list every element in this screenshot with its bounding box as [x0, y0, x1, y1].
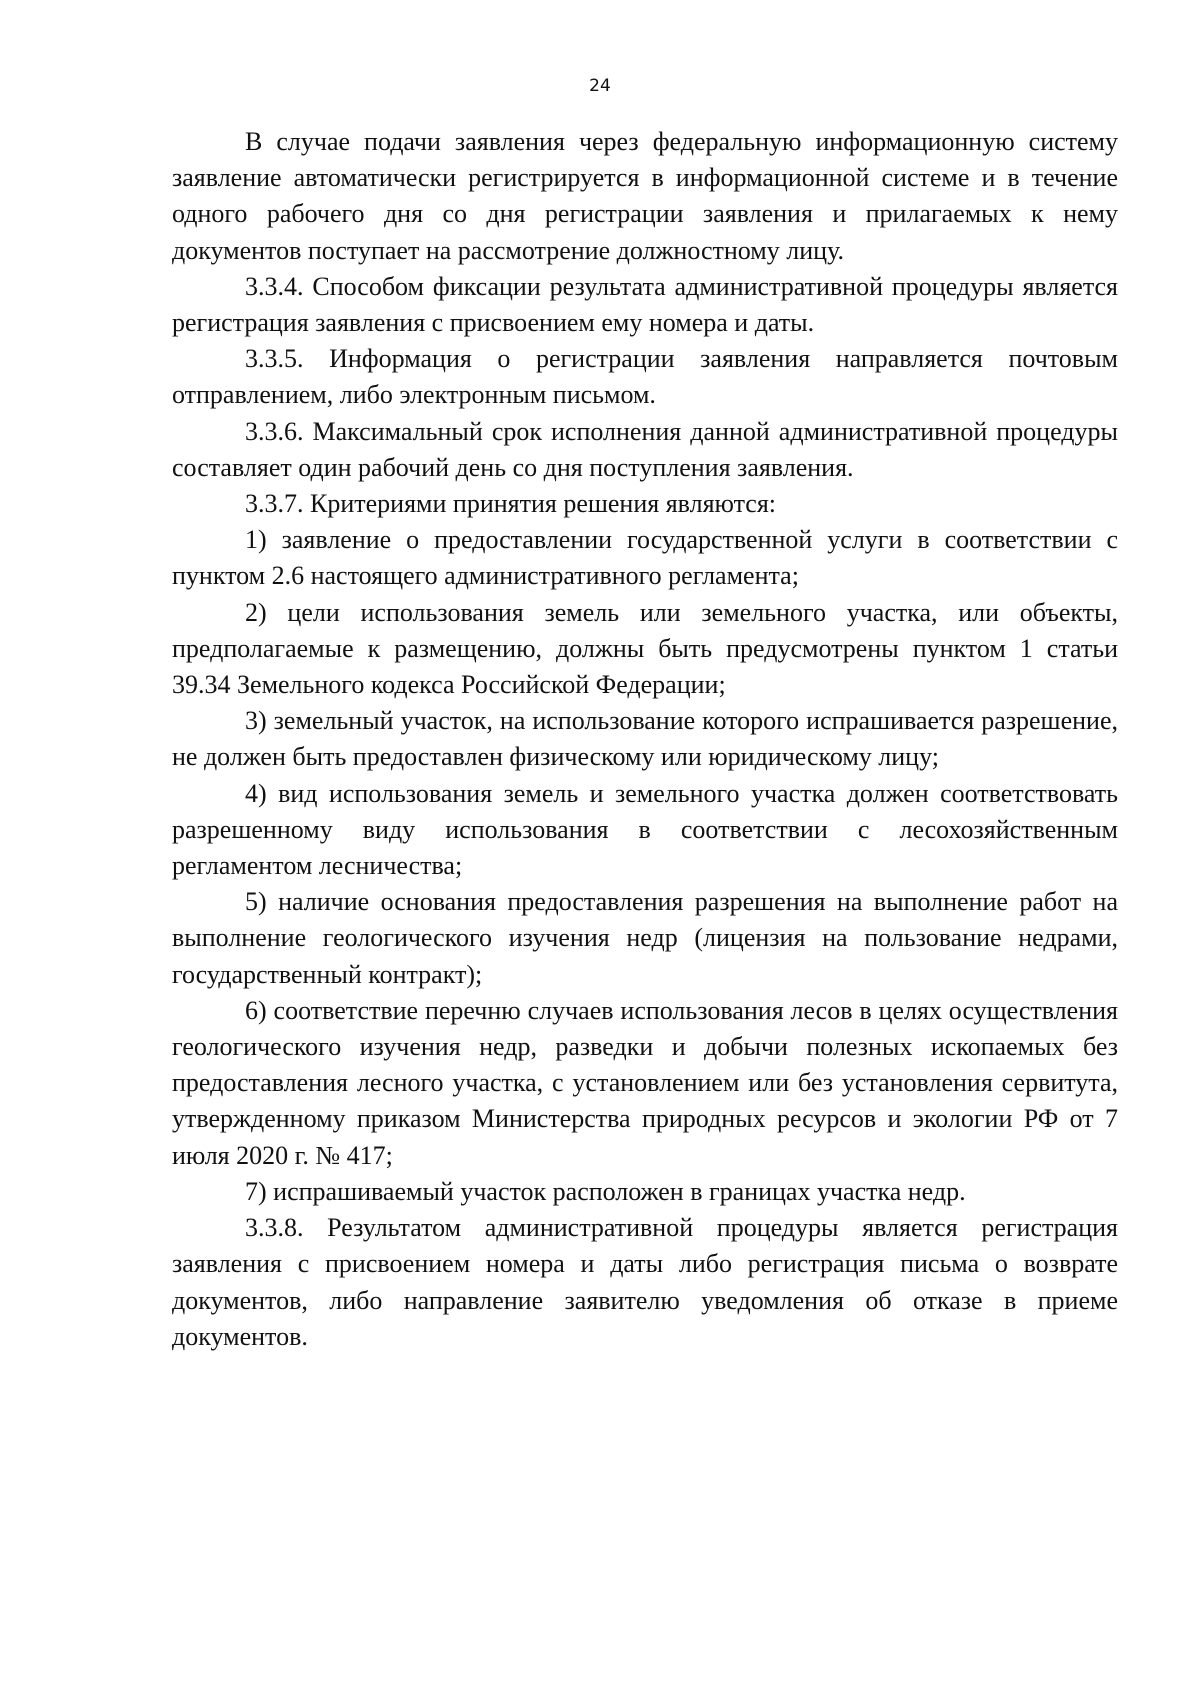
paragraph-3-3-6: 3.3.6. Максимальный срок исполнения данной административной процедуры составляет один рабочий день со дня поступления заявления. — [172, 416, 1118, 482]
criteria-item-4: 4) вид использования земель и земельного участка должен соответствовать разрешенному виду использования в соответствии с лесохозяйственным регламентом лесничества; — [172, 778, 1118, 881]
paragraph-3-3-8: 3.3.8. Результатом административной процедуры является регистрация заявления с присвоением номера и даты либо регистрация письма о возврате документов, либо направление заявителю уведомления об отказе в приеме документов. — [172, 1213, 1118, 1351]
criteria-item-6: 6) соответствие перечню случаев использования лесов в целях осуществления геологического изучения недр, разведки и добычи полезных ископаемых без предоставления лесного участка, с установлением или без установления сервитута, утвержденному приказом Министерства природных ресурсов и экологии РФ от 7 июля 2020 г. № 417; — [172, 995, 1118, 1170]
paragraph-3-3-7: 3.3.7. Критериями принятия решения являются: — [245, 489, 777, 519]
criteria-item-5: 5) наличие основания предоставления разрешения на выполнение работ на выполнение геологического изучения недр (лицензия на пользование недрами, государственный контракт); — [172, 887, 1118, 989]
criteria-item-3: 3) земельный участок, на использование которого испрашивается разрешение, не должен быть предоставлен физическому или юридическому лицу; — [172, 706, 1118, 772]
paragraph-3-3-5: 3.3.5. Информация о регистрации заявления направляется почтовым отправлением, либо электронным письмом. — [172, 344, 1118, 410]
paragraph-intro: В случае подачи заявления через федеральную информационную систему заявление автоматически регистрируется в информационной системе и в течение одного рабочего дня со дня регистрации заявления и прилагаемых к нему документов поступает на рассмотрение должностному лицу. — [172, 127, 1118, 265]
criteria-item-7: 7) испрашиваемый участок расположен в границах участка недр. — [245, 1176, 966, 1206]
criteria-item-1: 1) заявление о предоставлении государственной услуги в соответствии с пунктом 2.6 настоящего административного регламента; — [172, 525, 1118, 591]
document-body — [172, 124, 1118, 1355]
paragraph-3-3-4: 3.3.4. Способом фиксации результата административной процедуры является регистрация заявления с присвоением ему номера и даты. — [172, 271, 1118, 338]
criteria-item-2: 2) цели использования земель или земельного участка, или объекты, предполагаемые к размещению, должны быть предусмотрены пунктом 1 статьи 39.34 Земельного кодекса Российской Федерации; — [172, 597, 1118, 700]
page-number: 24 — [589, 76, 611, 96]
